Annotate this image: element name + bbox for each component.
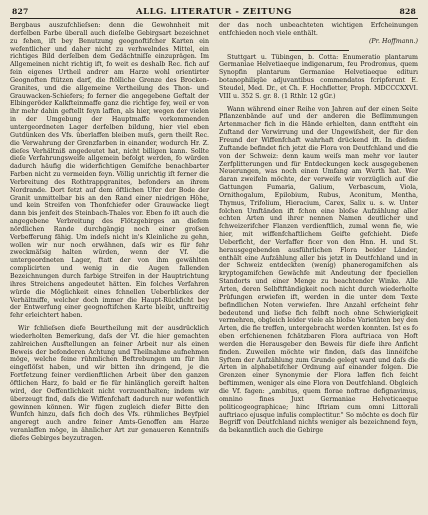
- right-column: [219, 22, 418, 435]
- reviewer-signature: (Pr. Hoffmann.): [368, 37, 418, 45]
- review-body: Wann während einer Reihe von Jahren auf der einen Seite Pflanzenbände auf und der anderen die Beflimmungen Artenmacher fich in die Hände erhielten, dann entfteht ein Zuftand der Verwirrung und der Ungewiſsheit, der für den Freund der Wiffenfchaft wahrhaft drückend ift. In diefem Zuftande befindet fich jetzt die Flora von Deutfchland und die von der Schweiz: denn kaum weiſs man mehr vor lauter Zerfplitterungen und für Entdeckungen keck ausgegebenen Neuerungen, was noch einen Umfang am Werth hat. Wer daran zweifeln möchte, der verweife wir vorzüglich auf die Gattungen Fumaria, Galium, Verbascum, Viola, Ornithogalum, Epilobium, Rubus, Aconitum, Mentha, Thymus, Trifolium, Hieracium, Carex, Salix u. s. w. Unter folchen Umftänden ift fchon eine bloſse Aufzählung aller echten Arten und ihrer nennen Namen deutlicher und fchweizerifcher Flanzen verdienftlich, zumal wenn fie, wie hier, mit wiffenfchaftlichem Geifte gefchieht. Diefe Ueberficht, der Verfaffer ficer von den Hnn. H. und St. herausgegebenden ausführlichen Flora beider Länder, enthält eine Aufzählung aller bis jetzt in Deutfchland und in der Schweiz entdeckten (wenig) phanerogamifchen als kryptogamifchen Gewächfe mit Andeutung der fpeciellen Standorts und einer Menge zu beachtender Winke. Alle Arten, deren Selbftftändigkeit noch nicht durch wiederholte Prüfungen erwiefen ift, werden in die unter dem Texte befindlichen Noten verwiefen. Ihre Anzahl erfcheint fehr bedeutend und liefse fich felbft noch ohne Schwierigkeit vermehren, obgleich leider viele als bloſse Varietäten bey den Arten, die fie treffen, untergebracht werden konnten. Ist es fo eben erfchienenen fchätzbaren Flora auftriaca von Hoft werden die Herausgeber den Beweis für diefe ihre Anficht finden. Zuweilen möchte wir finden, daſs das linnéifche Syftem der Aufzählung zum Grunde gelegt ward und daſs die Arten in alphabetifcher Ordnung auf einander folgen. Die Grenzen einer Synonymie der Flora laffen fich feicht beftimmen, weniger als eine Flora von Deutfchland. Obgleich die Vf. fagen: „ambitus, quem florae noftrae defignavimus, omnino fines Juxt Germaniae Helveticaeque politicogeographicae; hinc Iftriam cum omni Littorali auftriaco ejusque infulis complectitur." So möchte es doch für Begriff von Deutfchland nichts weniger als bezeichnend feyn, da bekanntlich auch die Gebirge: [219, 105, 418, 435]
- left-paragraph-1: Bergbaus auszufchlieſsen: denn die Gewohnheit mit derfelben Farbe überall auch dieſelbe Gebirgsart bezeichnet zu fehen, iſt bey Benutzung geognoftifcher Karten ein wefentlicher und daher nicht zu verhwelndes Mittel, ein richtiges Bild derſelben dem Gedächtniſſe einzuprägen. Im Allgemeinen nicht richtig ift, fo weit es deshalb Rec. fich auf fein eigenes Urtheil andrer am Harze wohl orientirter Geognoften ftützen darf, die ftölliche Grenze des Brocken-Granites, und die allgemeine Vertheilung des Thon- und Grauwacken-Schiefers; fo ferner die angegebene Geftalt der Elbingeröder Kalkfteinmaffe ganz die richtige fey, weil er von ihr mehr dahin geftellt feyn laffen, als hier, wegen der vielen in der Umgebung der Hauptmaffe vorkommenden untergeordneten Lager derfelben bildung, hier viel eben Gutdünken des Vfs. überlaffen bleiben muſs, gern theilt Rec. die Verwahrung der Grenzfarben in einander, wodurch Hr. Z. dieſes Verhältniß angedeutet hat, nicht billigen kann. Sollte dieſe Verfahrungsweife allgemein befolgt werden, fo würden dadurch häufig die widerfichtigen Gemifche benachbarter Farben nicht zu vermeiden feyn. Völlig unrichtig iſt ferner die Verbreitung des Rothtrappgranites, befonders an ihrem Nordrande. Dort fetzt auf dem öftlichen Ufer der Bode der Granit unmittelbar bis an den Rand einer niedrigen Höhe, und kein Streifen von Thonfchiefer oder Grauwacke liegt dann bis jenfeit des Steinbach-Thales vor. Eben fo iſt auch die angegebene Verbreitung des Flötzgebirges an diefem nördlichen Rande durchgängig noch einer groſsen Verbefferung fähig. Um indeſs nicht in's Kleinliche zu gehn, wollen wir nur noch erwähnen, daſs wir es für fehr zweckmäſsig halten würden, wenn der Vf. die untergeordneten Lager, ftatt der von ihm gewählten complicirten und wenig in die Augen fallenden Bezeichnungen durch farbige Streifen in der Hauptrichtung ihres Streichens angedeutet hätten. Ein folches Verfahren würde die Möglichkeit eines fchnellen Ueberblickes der Verhältniffe, welcher doch immer die Haupt-Rückficht bey der Entwerfung einer geognoftifchen Karte bleibt, unftreitig fehr erleichtert haben.: [10, 22, 209, 320]
- left-column: [10, 22, 209, 443]
- journal-title: ALLG. LITERATUR - ZEITUNG: [136, 6, 292, 16]
- review-heading: Stuttgart u. Tübingen, b. Cotta: Enumeratio plantarum Germaniae Helvetiaeque indigenarum, feu Prodromus, quem Synopfin plantarum Germaniae Helvetiaeque editurı botanophiliqüe adjuvantibus commendatos fcripferunt E. Steudel, Med. Dr., et Ch. F. Hochfletter, Proph. MDCCCXXVI. VIII u. 352 S. gr. 8. (1 Rthlr. 12 gGr.): [219, 53, 418, 100]
- right-paragraph-top: der das noch unbeachteten wichtigen Erfcheinungen entfchieden noch viele enthält.: [219, 22, 418, 37]
- two-column-body: [10, 22, 418, 443]
- left-paragraph-2: Wir fchlieſsen diefe Beurtheilung mit der ausdrücklich wiederholten Bemerkung, daſs der Vf. die hier gemachten zahlreichen Ausftellungen an feiner Arbeit nur als einen Beweis der befonderen Achtung und Theilnahme aufnehmen möge, welche feine rühmlichen Beftrebungen um für ihn eingeflöſst haben, und wir bitten ihn dringend, je die Fortfetzung feiner verdienftlichen Arbeit über den ganzen öftlichen Harz, fo bald er fie für hinlänglich gereift halten wird, der Oeffentlichkeit nicht vorzuenthalten; indem wir überzeugt find, daſs die Wiffenfchaft dadurch nur wefentlich gewinnen können. Wir fügen zugleich diefer Bitte den Wunfch hinzu, daſs fich doch des Vfs. rühmliches Beyfpiel angeregt auch andre feiner Amts-Genoffen am Harze veranlaffen möge, in ähnlicher Art zur genaueren Kenntniſs diefes Gebirges beyzutragen.: [10, 325, 209, 442]
- section-divider: [289, 50, 349, 51]
- header-rule: [10, 18, 418, 19]
- page-number-left: 827: [12, 7, 29, 16]
- page-number-right: 828: [399, 7, 416, 16]
- page-header: [10, 6, 418, 18]
